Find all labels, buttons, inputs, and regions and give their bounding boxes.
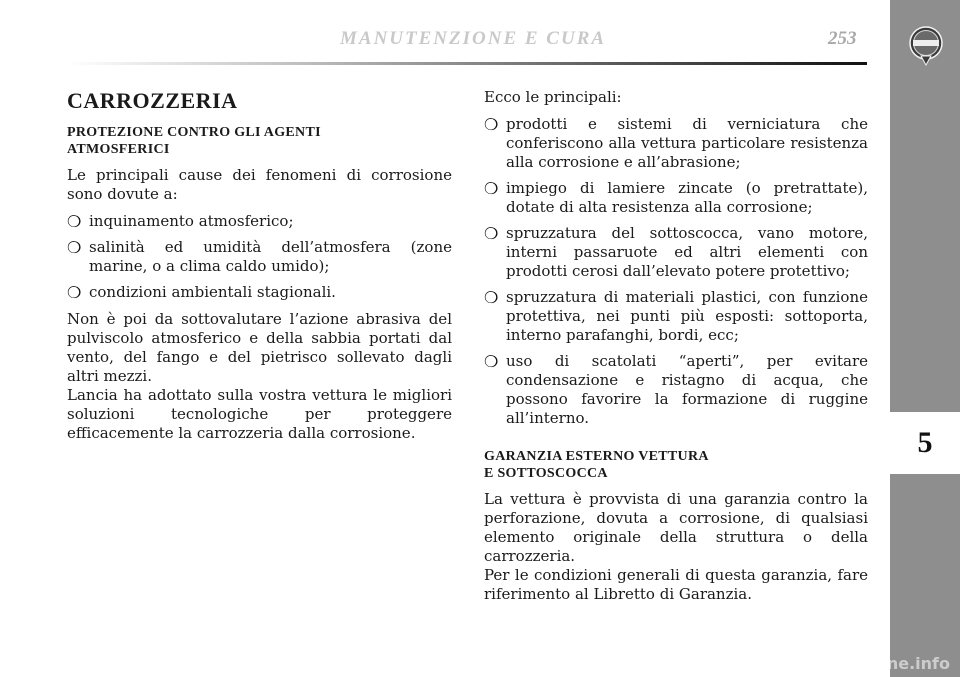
- list-item-text: spruzzatura di materiali plastici, con funzione protettiva, nei punti più esposti: sottoporta, interno parafanghi, bordi, ecc;: [506, 288, 868, 344]
- warranty-title: [484, 448, 868, 482]
- bullet-circle-icon: ❍: [484, 288, 499, 307]
- list-item: [67, 212, 452, 231]
- list-item: [484, 288, 868, 345]
- bullet-circle-icon: ❍: [484, 352, 499, 371]
- bullet-circle-icon: ❍: [67, 212, 82, 231]
- spacer: [484, 436, 868, 448]
- list-item-text: prodotti e sistemi di verniciatura che conferiscono alla vettura particolare resistenza alla corrosione e all’abrasione;: [506, 115, 868, 171]
- list-item: [484, 179, 868, 217]
- list-item: [67, 283, 452, 302]
- list-item-text: inquinamento atmosferico;: [89, 212, 294, 230]
- list-item: [484, 115, 868, 172]
- list-item-text: salinità ed umidità dell’atmosfera (zone marine, o a clima caldo umido);: [89, 238, 452, 275]
- body-paragraph: Non è poi da sottovalutare l’azione abrasiva del pulviscolo atmosferico e della sabbia portati dal vento, del fango e del pietrisco sollevato dagli altri mezzi.: [67, 310, 452, 385]
- list-item: [484, 224, 868, 281]
- right-column: [484, 88, 868, 612]
- list-item: [484, 352, 868, 428]
- subsection-title-line2: ATMOSFERICI: [67, 142, 170, 157]
- chapter-sidebar: [890, 0, 960, 677]
- intro-paragraph: Le principali cause dei fenomeni di corrosione sono dovute a:: [67, 166, 452, 203]
- bullet-circle-icon: ❍: [484, 179, 499, 198]
- list-item: [67, 238, 452, 276]
- subsection-title: [67, 124, 452, 158]
- body-paragraph: Lancia ha adottato sulla vostra vettura le migliori soluzioni tecnologiche per proteggere efficacemente la carrozzeria dalla corrosione.: [67, 386, 452, 442]
- page-number: 253: [828, 28, 857, 49]
- warranty-paragraph: Per le condizioni generali di questa garanzia, fare riferimento al Libretto di Garanzia.: [484, 566, 868, 603]
- section-header-title: MANUTENZIONE E CURA: [340, 28, 607, 49]
- intro-paragraph: Ecco le principali:: [484, 88, 622, 106]
- warranty-title-line1: GARANZIA ESTERNO VETTURA: [484, 449, 709, 464]
- header-divider: [67, 62, 867, 65]
- warranty-paragraph: La vettura è provvista di una garanzia contro la perforazione, dovuta a corrosione, di qualsiasi elemento originale della struttura o della carrozzeria.: [484, 490, 868, 565]
- bullet-circle-icon: ❍: [484, 224, 499, 243]
- watermark-text: carmanualsonline.info: [749, 654, 950, 673]
- chapter-number-tab[interactable]: 5: [890, 412, 960, 474]
- list-item-text: spruzzatura del sottoscocca, vano motore, interni passaruote ed altri elementi con prodotti cerosi dall’elevato potere protettivo;: [506, 224, 868, 280]
- list-item-text: condizioni ambientali stagionali.: [89, 283, 336, 301]
- warranty-title-line2: E SOTTOSCOCCA: [484, 466, 608, 481]
- section-title: CARROZZERIA: [67, 88, 238, 113]
- left-column: [67, 88, 452, 451]
- bullet-circle-icon: ❍: [67, 283, 82, 302]
- subsection-title-line1: PROTEZIONE CONTRO GLI AGENTI: [67, 125, 321, 140]
- bullet-circle-icon: ❍: [484, 115, 499, 134]
- lancia-shield-logo-icon: [908, 25, 944, 67]
- corrosion-causes-list: [67, 212, 452, 302]
- list-item-text: uso di scatolati “aperti”, per evitare condensazione e ristagno di acqua, che possono favorire la formazione di ruggine all’interno.: [506, 352, 868, 427]
- protection-solutions-list: [484, 115, 868, 428]
- bullet-circle-icon: ❍: [67, 238, 82, 257]
- list-item-text: impiego di lamiere zincate (o pretrattate), dotate di alta resistenza alla corrosione;: [506, 179, 868, 216]
